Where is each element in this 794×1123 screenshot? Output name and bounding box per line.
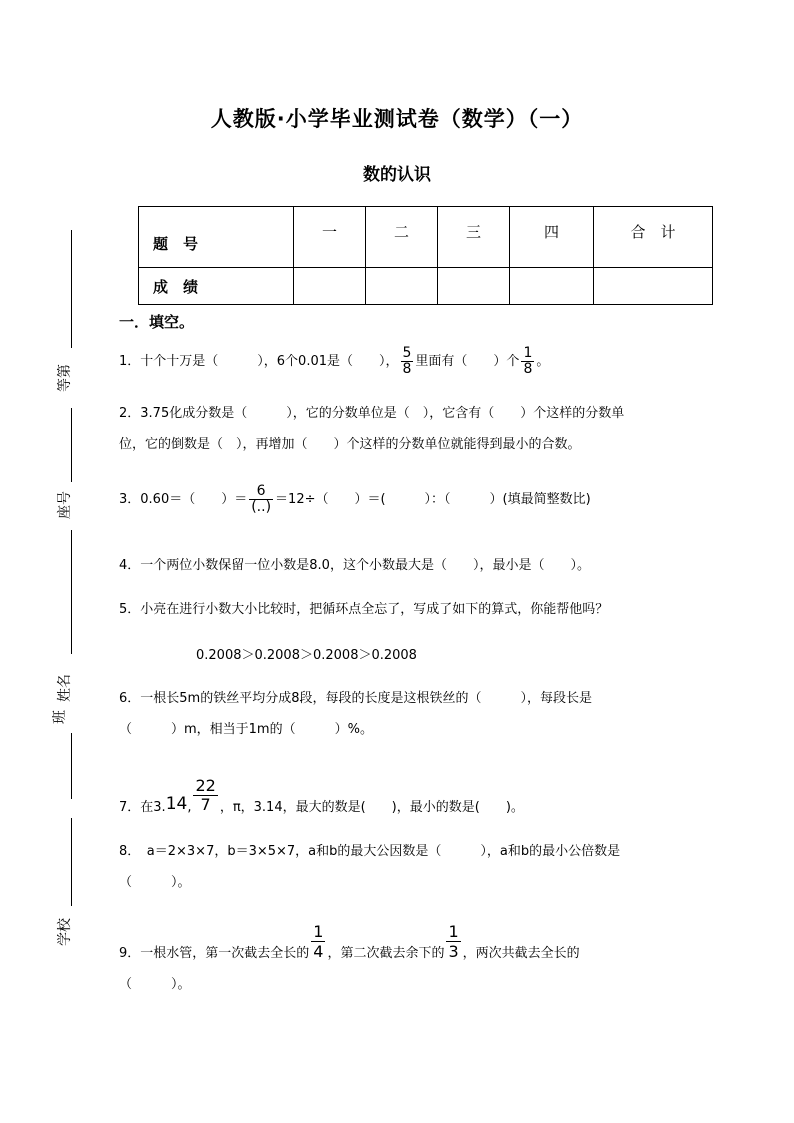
fraction-numerator: 22 xyxy=(195,776,216,795)
q3-text-a: 3．0.60＝（ ）＝ xyxy=(119,492,248,507)
score-cell-4[interactable] xyxy=(510,268,594,305)
q1-text-c: 。 xyxy=(536,354,550,369)
fraction-denominator: (..) xyxy=(251,499,272,515)
score-cell-total[interactable] xyxy=(594,268,713,305)
q3-text-b: ＝12÷（ ）＝( ）：（ ）(填最简整数比) xyxy=(275,492,591,507)
q7-comma: , xyxy=(187,800,192,815)
fraction-one-eighth xyxy=(521,346,534,377)
question-5: 5．小亮在进行小数大小比较时，把循环点全忘了，写成了如下的算式，你能帮他吗？ xyxy=(119,602,609,617)
question-number-label: 题 号 xyxy=(139,207,294,268)
sidebar-line xyxy=(71,818,72,906)
q9-text-a: 9．一根水管，第一次截去全长的 xyxy=(119,946,310,961)
q7-text-a: 7．在3. xyxy=(119,800,166,815)
page-title: 人教版·小学毕业测试卷（数学）（一） xyxy=(210,107,584,131)
q9-text-b: ，第二次截去余下的 xyxy=(327,946,445,961)
q1-text-a: 1．十个十万是（ ），6个0.01是（ ）， xyxy=(119,354,399,369)
column-total: 合 计 xyxy=(594,207,713,268)
score-table-header-row xyxy=(139,207,713,268)
grade-label: 等第 xyxy=(57,364,73,392)
fraction-denominator: 3 xyxy=(448,942,459,961)
sidebar-line xyxy=(71,408,72,482)
score-cell-1[interactable] xyxy=(294,268,366,305)
fraction-numerator: 1 xyxy=(313,922,324,941)
q1-text-b: 里面有（ ）个 xyxy=(415,354,520,369)
seat-label: 座号 xyxy=(57,491,73,519)
score-table xyxy=(138,206,713,305)
class-label: 班 xyxy=(52,710,68,724)
fraction-denominator: 8 xyxy=(523,361,533,377)
question-2-line-2: 位，它的倒数是（ ），再增加（ ）个这样的分数单位就能得到最小的合数。 xyxy=(119,437,581,452)
score-table-score-row xyxy=(139,268,713,305)
question-9-line-2: （ ）。 xyxy=(119,977,191,992)
school-label: 学校 xyxy=(57,918,73,946)
section-title: 一．填空。 xyxy=(119,313,195,331)
question-6-line-1: 6．一根长5m的铁丝平均分成8段，每段的长度是这根铁丝的（ ），每段长是 xyxy=(119,691,592,706)
fraction-numerator: 1 xyxy=(523,345,533,361)
fraction-numerator: 6 xyxy=(249,484,273,500)
fraction-twenty-two-sevenths xyxy=(193,777,217,814)
column-1: 一 xyxy=(294,207,366,268)
page-subtitle: 数的认识 xyxy=(363,165,431,185)
q9-text-c: ，两次共截去全长的 xyxy=(462,946,580,961)
question-7 xyxy=(119,777,524,817)
column-4: 四 xyxy=(510,207,594,268)
column-2: 二 xyxy=(366,207,438,268)
fraction-one-third xyxy=(446,922,460,961)
score-cell-3[interactable] xyxy=(438,268,510,305)
score-label: 成 绩 xyxy=(139,268,294,305)
fraction-five-eighths xyxy=(401,346,414,377)
question-4: 4．一个两位小数保留一位小数是8.0，这个小数最大是（ ），最小是（ ）。 xyxy=(119,558,590,573)
fraction-numerator: 1 xyxy=(448,922,459,941)
fraction-one-quarter xyxy=(311,922,325,961)
question-6-line-2: （ ）m，相当于1m的（ ）%。 xyxy=(119,722,373,737)
fraction-denominator: 4 xyxy=(313,942,324,961)
sidebar-line xyxy=(71,530,72,654)
question-8-line-1: 8． a＝2×3×7，b＝3×5×7，a和b的最大公因数是（ ），a和b的最小公倍数是 xyxy=(119,844,621,859)
question-1 xyxy=(119,346,549,377)
score-cell-2[interactable] xyxy=(366,268,438,305)
fraction-denominator: 7 xyxy=(200,795,211,814)
question-9 xyxy=(119,922,580,963)
name-label: 姓名 xyxy=(57,674,73,702)
question-8-line-2: （ ）。 xyxy=(119,875,191,890)
fraction-denominator: 8 xyxy=(402,361,412,377)
sidebar-line xyxy=(71,230,72,348)
q7-text-d: ，π，3.14，最大的数是( )，最小的数是( )。 xyxy=(219,800,524,815)
question-3 xyxy=(119,484,591,515)
q7-repeating-decimal: 14 xyxy=(165,794,188,814)
column-3: 三 xyxy=(438,207,510,268)
fraction-numerator: 5 xyxy=(402,345,412,361)
fraction-six-over-blank xyxy=(249,484,273,515)
sidebar-line xyxy=(71,733,72,799)
question-2-line-1: 2．3.75化成分数是（ ），它的分数单位是（ ），它含有（ ）个这样的分数单 xyxy=(119,406,625,421)
question-5-expression: 0.2008＞0.2008＞0.2008＞0.2008 xyxy=(196,648,417,663)
